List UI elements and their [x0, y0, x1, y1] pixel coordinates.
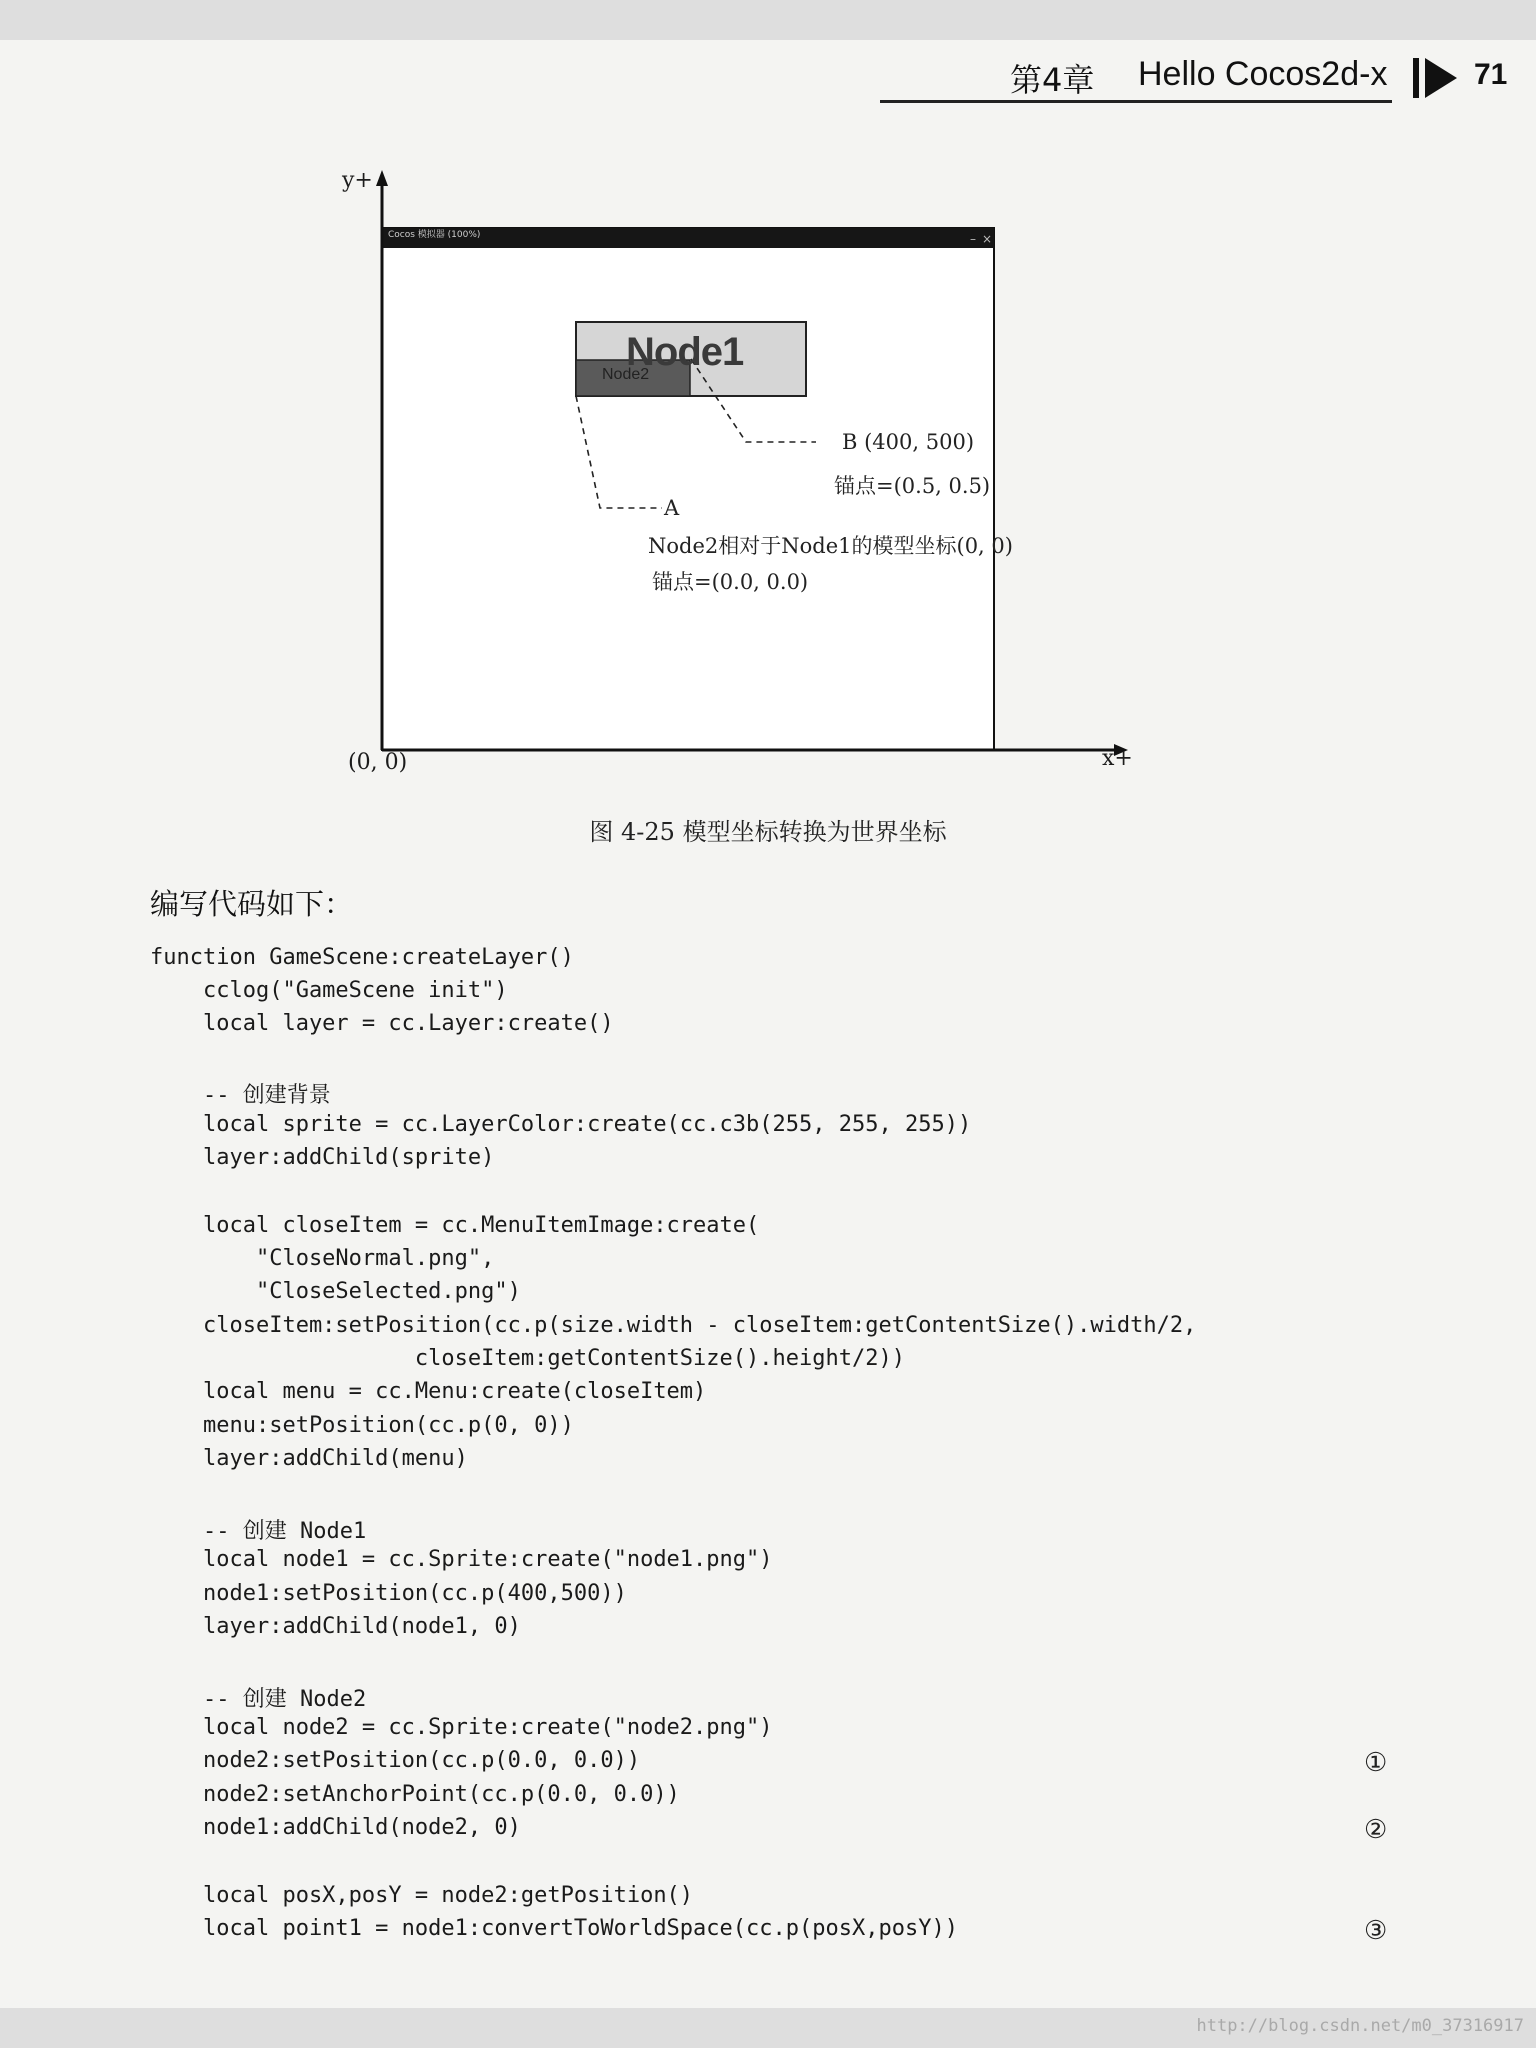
figure-caption: 图 4-25 模型坐标转换为世界坐标	[589, 818, 947, 846]
code-line: "CloseNormal.png",	[150, 1246, 495, 1271]
running-header	[0, 50, 1536, 110]
header-bar-mark	[1413, 58, 1419, 98]
marker-3: ③	[1364, 1916, 1388, 1946]
code-line: closeItem:getContentSize().height/2))	[150, 1346, 905, 1371]
figure-drawing	[330, 160, 1160, 800]
window-minimize-icon: –	[970, 232, 976, 246]
window-close-icon: ×	[982, 232, 993, 246]
y-axis-label: y+	[342, 168, 373, 193]
code-line: layer:addChild(sprite)	[150, 1145, 495, 1170]
code-line: local sprite = cc.LayerColor:create(cc.c3b(255, 255, 255))	[150, 1112, 972, 1137]
figure-4-25	[330, 160, 1160, 800]
code-line: layer:addChild(menu)	[150, 1446, 468, 1471]
code-line: cclog("GameScene init")	[150, 978, 508, 1003]
play-arrow-icon	[1425, 58, 1457, 98]
window-title: Cocos 模拟器 (100%)	[388, 230, 481, 240]
top-scan-border	[0, 0, 1536, 40]
code-line: -- 创建 Node1	[150, 1519, 367, 1544]
code-line: menu:setPosition(cc.p(0, 0))	[150, 1413, 574, 1438]
code-line: local closeItem = cc.MenuItemImage:create(	[150, 1213, 760, 1238]
watermark: http://blog.csdn.net/m0_37316917	[1196, 2016, 1524, 2036]
y-axis-arrow-icon	[376, 170, 388, 186]
code-line: -- 创建背景	[150, 1083, 331, 1108]
code-line: function GameScene:createLayer()	[150, 945, 574, 970]
code-line: local layer = cc.Layer:create()	[150, 1011, 614, 1036]
code-line: local node1 = cc.Sprite:create("node1.png")	[150, 1547, 773, 1572]
node1-label: Node1	[626, 330, 744, 374]
book-title: Hello Cocos2d-x	[1138, 55, 1388, 93]
code-line: local point1 = node1:convertToWorldSpace(cc.p(posX,posY))	[150, 1916, 958, 1941]
point-a-label: A	[664, 496, 680, 520]
code-line: local menu = cc.Menu:create(closeItem)	[150, 1379, 707, 1404]
code-line: node1:setPosition(cc.p(400,500))	[150, 1581, 627, 1606]
origin-label: (0, 0)	[348, 750, 408, 775]
code-line: local node2 = cc.Sprite:create("node2.png")	[150, 1715, 773, 1740]
code-line: closeItem:setPosition(cc.p(size.width - closeItem:getContentSize().width/2,	[150, 1313, 1197, 1338]
node2-label: Node2	[602, 366, 650, 383]
code-line: local posX,posY = node2:getPosition()	[150, 1883, 694, 1908]
x-axis-label: x+	[1102, 746, 1133, 771]
chapter-label: 第4章	[1010, 61, 1095, 99]
code-line: node2:setAnchorPoint(cc.p(0.0, 0.0))	[150, 1782, 680, 1807]
code-line: -- 创建 Node2	[150, 1687, 367, 1712]
code-line: node1:addChild(node2, 0)	[150, 1815, 521, 1840]
anchor-a-label: 锚点=(0.0, 0.0)	[652, 570, 809, 594]
code-line: node2:setPosition(cc.p(0.0, 0.0))	[150, 1748, 641, 1773]
code-line: layer:addChild(node1, 0)	[150, 1614, 521, 1639]
marker-2: ②	[1364, 1815, 1388, 1845]
node2-model-coords: Node2相对于Node1的模型坐标(0, 0)	[648, 534, 1013, 558]
lead-text: 编写代码如下：	[150, 887, 354, 921]
page-number: 71	[1474, 58, 1508, 91]
marker-1: ①	[1364, 1748, 1388, 1778]
header-rule	[880, 100, 1392, 103]
code-line: "CloseSelected.png")	[150, 1279, 521, 1304]
point-b-label: B (400, 500)	[842, 430, 975, 454]
anchor-b-label: 锚点=(0.5, 0.5)	[834, 474, 991, 498]
